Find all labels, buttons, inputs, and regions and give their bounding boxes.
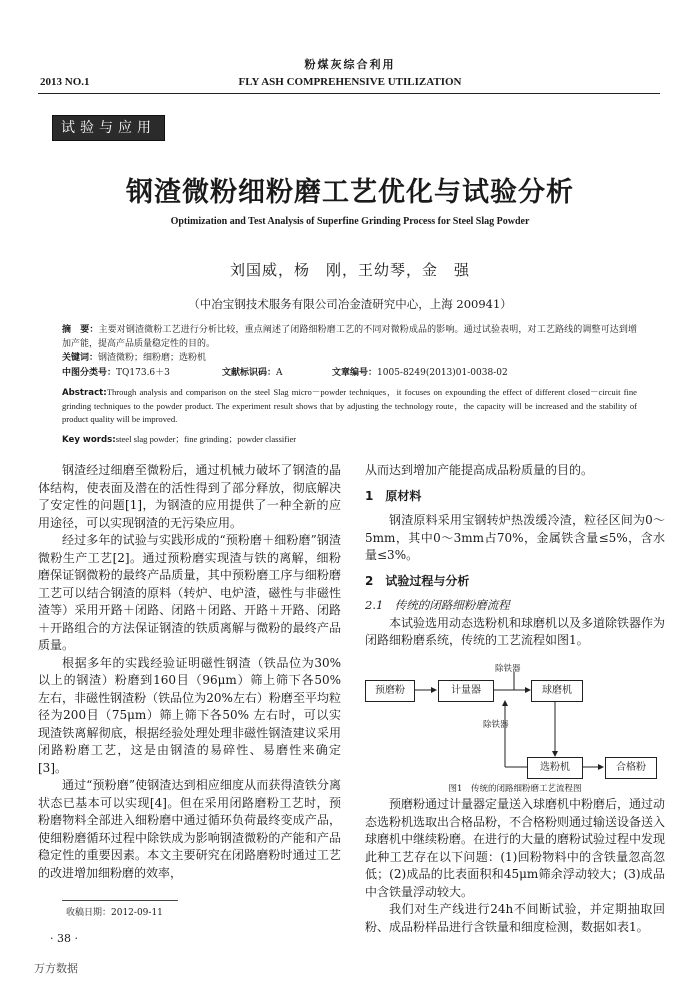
- abstract-en-text: Through analysis and comparison on the steel Slag micro－powder techniques，it focuses on expounding the effect of different closed－circuit fine grinding techniques to the powder product. The experiment result shows that by adjusting the technology route，the capacity will be increased and the stability of product quality will be improved.: [62, 387, 637, 424]
- header-divider: [38, 93, 660, 94]
- clc-value: TQ173.6＋3: [116, 368, 170, 378]
- article-title-en: Optimization and Test Analysis of Superfine Grinding Process for Steel Slag Powder: [170, 216, 530, 227]
- abstract-cn-text: 主要对钢渣微粉工艺进行分析比较，重点阐述了闭路细粉磨工艺的不同对微粉成品的影响。通过试验表明，对工艺路线的调整可达到增加产能，提高产品质量稳定性的目的。: [62, 325, 637, 349]
- body-paragraph: 根据多年的实践经验证明磁性钢渣（铁品位为30% 以上的钢渣）粉磨到160目（96μm）筛上筛下各50% 左右，非磁性钢渣粉（铁品位为20%左右）粉磨至平均粒径为200目（75μm）筛上筛下各50% 左右时，可以实现渣铁离解彻底，根据经验处理处理非磁性钢渣建议采用闭路粉磨工艺，这是由钢渣的易碎性、易磨性来确定[3]。: [38, 655, 341, 775]
- journal-name-en: FLY ASH COMPREHENSIVE UTILIZATION: [238, 76, 462, 88]
- doc-code-value: A: [276, 368, 283, 378]
- node-ball-mill: 球磨机: [531, 680, 583, 702]
- body-paragraph: 本试验选用动态选粉机和球磨机以及多道除铁器作为闭路细粉磨系统，传统的工艺流程如图1。: [365, 615, 666, 647]
- article-id-label: 文章编号：: [332, 368, 378, 378]
- keywords-en-text: steel slag powder；fine grinding；powder classifier: [115, 434, 297, 444]
- received-date: 收稿日期：2012-09-11: [66, 908, 163, 918]
- article-title-cn: 钢渣微粉细粉磨工艺优化与试验分析: [126, 177, 574, 208]
- keywords-en: [62, 432, 637, 447]
- clc-label: 中图分类号：: [62, 368, 117, 378]
- footnote-divider: [62, 900, 178, 901]
- body-paragraph: 预磨粉通过计量器定量送入球磨机中粉磨后，通过动态选粉机选取出合格品粉，不合格粉则通过输送设备送入球磨机中继续粉磨。在进行的大量的磨粉试验过程中发现此种工艺存在以下问题：(1)回粉物料中的含铁量忽高忽低；(2)成品的比表面积和45μm筛余浮动较大；(3)成品中含铁量浮动较大。: [365, 797, 666, 899]
- body-right-column: [365, 462, 665, 650]
- keywords-cn-label: 关键词：: [62, 353, 99, 363]
- keywords-cn-text: 钢渣微粉；细粉磨；选粉机: [98, 353, 207, 363]
- figure1-caption: 图1 传统的闭路细粉磨工艺流程图: [448, 784, 582, 794]
- keywords-en-label: Key words:: [62, 435, 116, 445]
- body-right-column-lower: [365, 796, 665, 936]
- body-paragraph: 通过“预粉磨”使钢渣达到相应细度从而获得渣铁分离状态已基本可以实现[4]。但在采用闭路磨粉工艺时，预粉磨物料全部进入细粉磨中通过循环负荷最终变成产品，使细粉磨循环过程中除铁成为影响钢渣微粉的产能和产品稳定性的重要因素。本文主要研究在闭路磨粉时通过工艺的改进增加细粉磨的效率，: [38, 778, 341, 880]
- section-heading-experiment: 2 试验过程与分析: [365, 573, 470, 588]
- source-watermark: 万方数据: [34, 962, 78, 975]
- abstract-cn-label: 摘 要：: [62, 325, 99, 335]
- body-paragraph: 钢渣经过细磨至微粉后，通过机械力破坏了钢渣的晶体结构，使表面及潜在的活性得到了部分释放，彻底解决了安定性的问题[1]，为钢渣的应用提供了一种全新的应用途径，可以实现钢渣的无污染应用。: [38, 463, 341, 530]
- abstract-cn: [62, 323, 637, 351]
- abstract-en: [62, 386, 637, 426]
- doc-code-label: 文献标识码：: [222, 368, 277, 378]
- section-heading-materials: 1 原材料: [365, 488, 422, 503]
- author-affiliation: （中冶宝钢技术服务有限公司冶金渣研究中心，上海 200941）: [188, 297, 512, 311]
- body-paragraph: 钢渣原料采用宝钢转炉热泼缓冷渣，粒径区间为0～5mm，其中0～3mm占70%，金属铁含量≤5%，含水量≤3%。: [365, 513, 665, 562]
- body-paragraph: 从而达到增加产能提高成品粉质量的目的。: [365, 463, 594, 477]
- node-meter: 计量器: [438, 680, 494, 702]
- author-list: 刘国威，杨 刚，王幼琴，金 强: [229, 261, 470, 279]
- body-paragraph: 经过多年的试验与实践形成的“预粉磨＋细粉磨”钢渣微粉生产工艺[2]。通过预粉磨实现渣与铁的离解，细粉磨保证钢微粉的最终产品质量，其中预粉磨工序与细粉磨工艺可以结合钢渣的原料（转炉、电炉渣，磁性与非磁性渣等）采用开路＋闭路、闭路＋闭路、开路＋开路、闭路＋开路组合的方法保证钢渣的铁质离解与微粉的最终产品质量。: [38, 533, 341, 652]
- journal-name-cn: 粉煤灰综合利用: [304, 58, 396, 71]
- node-qualified-powder: 合格粉: [605, 757, 657, 779]
- issue-number: 2013 NO.1: [40, 76, 90, 88]
- article-id-value: 1005-8249(2013)01-0038-02: [377, 368, 508, 378]
- subsection-heading: 2.1 传统的闭路细粉磨流程: [365, 598, 510, 612]
- body-paragraph: 我们对生产线进行24h不间断试验，并定期抽取回粉、成品粉样品进行含铁量和细度检测，数据如表1。: [365, 902, 665, 934]
- label-iron-remover-mid: 除铁器: [483, 720, 509, 730]
- node-classifier: 选粉机: [527, 757, 583, 779]
- label-iron-remover-top: 除铁器: [495, 664, 521, 674]
- node-pre-mill-powder: 预磨粉: [365, 680, 415, 702]
- abstract-en-label: Abstract:: [62, 388, 107, 398]
- page-number: · 38 ·: [50, 932, 78, 945]
- classification-line: [62, 366, 662, 380]
- body-left-column: [38, 462, 341, 882]
- section-tag: 试验与应用: [52, 115, 165, 141]
- keywords-cn: [62, 351, 637, 365]
- figure1-flowchart: [365, 664, 665, 780]
